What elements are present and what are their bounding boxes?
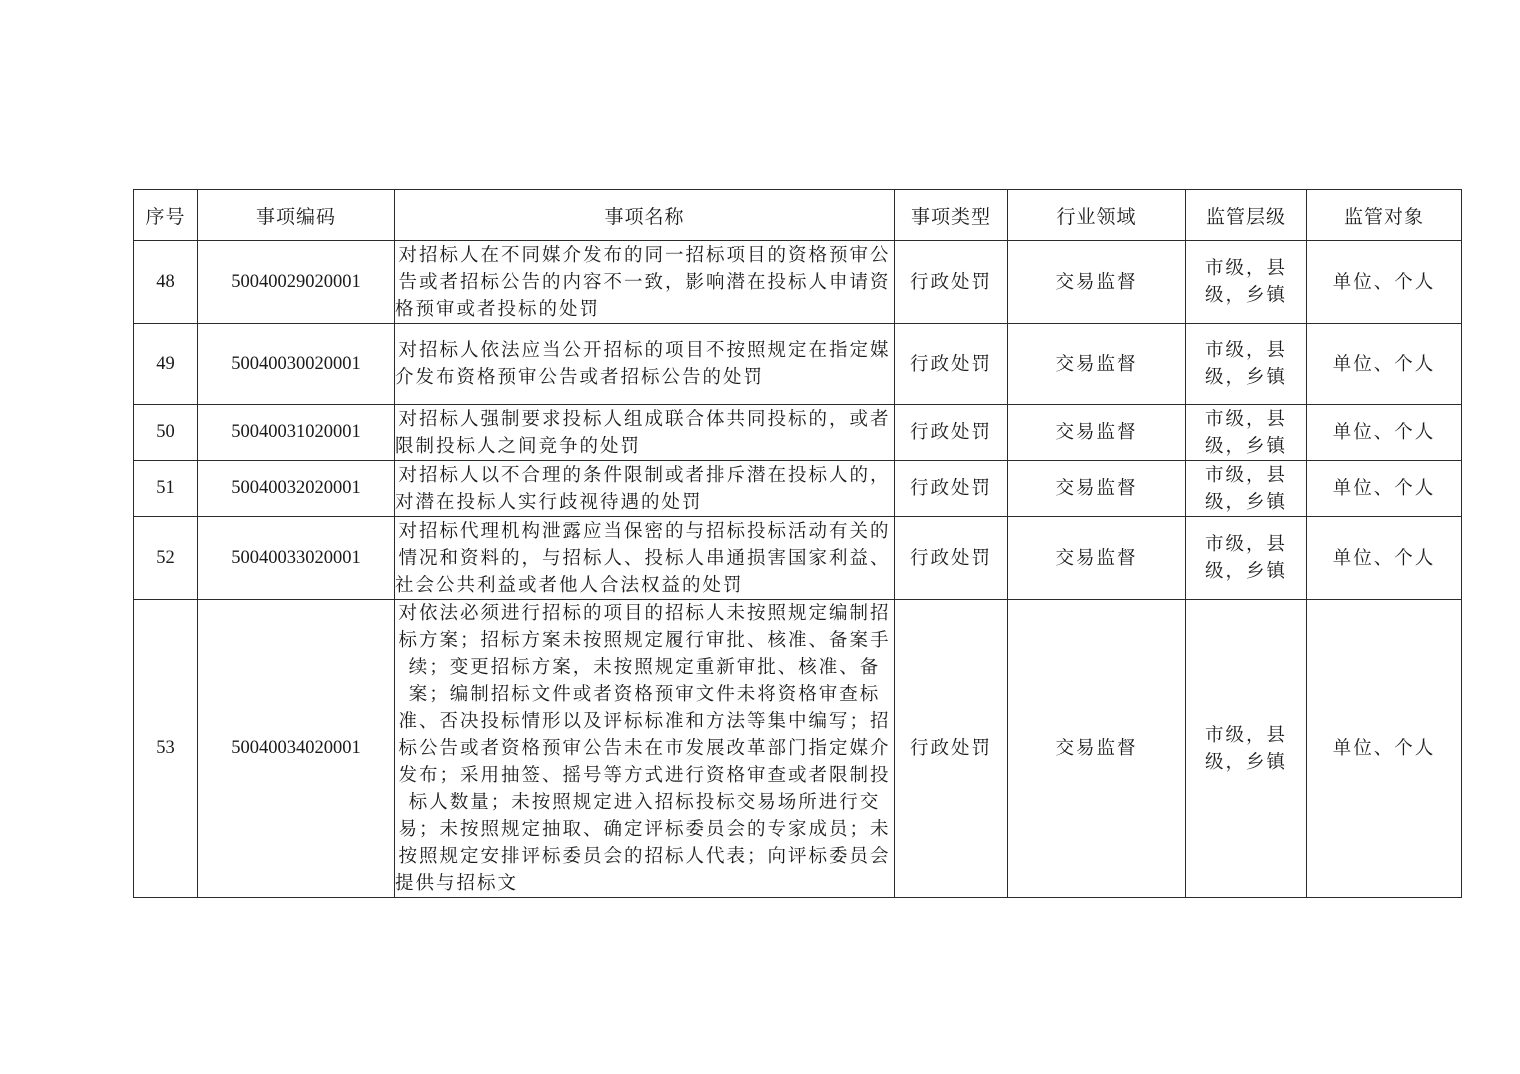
row-item-type: 行政处罚: [895, 241, 1008, 324]
row-industry-field: 交易监督: [1008, 241, 1186, 324]
header-supervision-object: 监管对象: [1307, 190, 1462, 241]
row-item-code: 50040034020001: [198, 600, 395, 898]
header-item-name: 事项名称: [395, 190, 895, 241]
row-serial: 49: [134, 324, 198, 405]
table-row: [134, 405, 1462, 461]
row-industry-field: 交易监督: [1008, 517, 1186, 600]
row-item-type: 行政处罚: [895, 324, 1008, 405]
row-item-type: 行政处罚: [895, 461, 1008, 517]
row-industry-field: 交易监督: [1008, 324, 1186, 405]
row-item-name: 对招标人在不同媒介发布的同一招标项目的资格预审公告或者招标公告的内容不一致，影响潜在投标人申请资格预审或者投标的处罚: [395, 241, 895, 324]
row-item-code: 50040031020001: [198, 405, 395, 461]
row-item-type: 行政处罚: [895, 405, 1008, 461]
row-item-name: 对招标代理机构泄露应当保密的与招标投标活动有关的情况和资料的，与招标人、投标人串通损害国家利益、社会公共利益或者他人合法权益的处罚: [395, 517, 895, 600]
header-item-type: 事项类型: [895, 190, 1008, 241]
row-supervision-object: 单位、个人: [1307, 405, 1462, 461]
row-serial: 52: [134, 517, 198, 600]
table-header-row: [134, 190, 1462, 241]
row-serial: 50: [134, 405, 198, 461]
table-row: [134, 461, 1462, 517]
row-supervision-level: 市级，县级，乡镇: [1186, 517, 1307, 600]
row-item-name: 对招标人依法应当公开招标的项目不按照规定在指定媒介发布资格预审公告或者招标公告的处罚: [395, 324, 895, 405]
table-row: [134, 600, 1462, 898]
row-supervision-level: 市级，县级，乡镇: [1186, 405, 1307, 461]
row-supervision-object: 单位、个人: [1307, 324, 1462, 405]
table-row: [134, 241, 1462, 324]
row-item-code: 50040032020001: [198, 461, 395, 517]
header-serial: 序号: [134, 190, 198, 241]
row-item-type: 行政处罚: [895, 517, 1008, 600]
row-industry-field: 交易监督: [1008, 405, 1186, 461]
table-row: [134, 324, 1462, 405]
row-supervision-level: 市级，县级，乡镇: [1186, 461, 1307, 517]
row-item-name: 对招标人以不合理的条件限制或者排斥潜在投标人的，对潜在投标人实行歧视待遇的处罚: [395, 461, 895, 517]
row-item-name: 对依法必须进行招标的项目的招标人未按照规定编制招标方案；招标方案未按照规定履行审批、核准、备案手续；变更招标方案，未按照规定重新审批、核准、备案；编制招标文件或者资格预审文件未将资格审查标准、否决投标情形以及评标标准和方法等集中编写；招标公告或者资格预审公告未在市发展改革部门指定媒介发布；采用抽签、摇号等方式进行资格审查或者限制投标人数量；未按照规定进入招标投标交易场所进行交易；未按照规定抽取、确定评标委员会的专家成员；未按照规定安排评标委员会的招标人代表；向评标委员会提供与招标文: [395, 600, 895, 898]
row-item-type: 行政处罚: [895, 600, 1008, 898]
row-item-code: 50040033020001: [198, 517, 395, 600]
row-supervision-level: 市级，县级，乡镇: [1186, 600, 1307, 898]
row-item-name: 对招标人强制要求投标人组成联合体共同投标的，或者限制投标人之间竞争的处罚: [395, 405, 895, 461]
row-supervision-level: 市级，县级，乡镇: [1186, 241, 1307, 324]
row-supervision-level: 市级，县级，乡镇: [1186, 324, 1307, 405]
row-supervision-object: 单位、个人: [1307, 461, 1462, 517]
row-industry-field: 交易监督: [1008, 461, 1186, 517]
row-supervision-object: 单位、个人: [1307, 600, 1462, 898]
row-serial: 53: [134, 600, 198, 898]
row-industry-field: 交易监督: [1008, 600, 1186, 898]
row-item-code: 50040029020001: [198, 241, 395, 324]
regulatory-items-table: [133, 189, 1462, 898]
row-supervision-object: 单位、个人: [1307, 517, 1462, 600]
row-serial: 48: [134, 241, 198, 324]
row-supervision-object: 单位、个人: [1307, 241, 1462, 324]
header-supervision-level: 监管层级: [1186, 190, 1307, 241]
header-industry-field: 行业领域: [1008, 190, 1186, 241]
header-item-code: 事项编码: [198, 190, 395, 241]
table-row: [134, 517, 1462, 600]
row-item-code: 50040030020001: [198, 324, 395, 405]
row-serial: 51: [134, 461, 198, 517]
